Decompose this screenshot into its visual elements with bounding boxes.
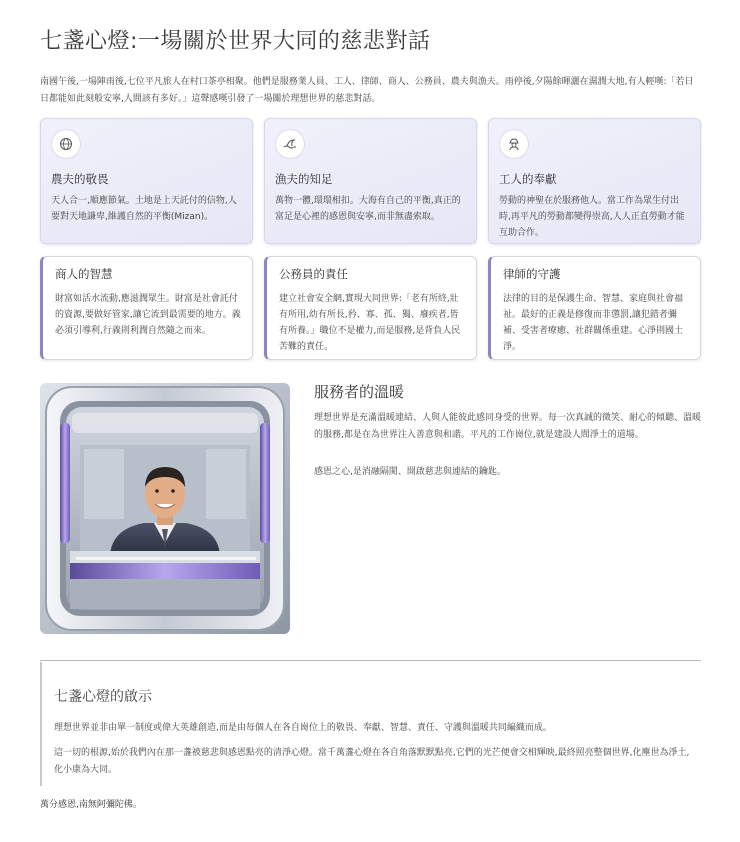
card-fisherman xyxy=(264,118,477,244)
card-merchant xyxy=(40,256,253,360)
closing-line: 萬分感恩,南無阿彌陀佛。 xyxy=(40,800,142,810)
card-text: 法律的目的是保護生命、智慧、家庭與社會福祉。最好的正義是修復而非懲罰,讓犯錯者彌補、受害者療癒、社群關係重建。心淨則國土淨。 xyxy=(503,294,684,352)
worker-icon xyxy=(499,129,529,159)
card-worker xyxy=(488,118,701,244)
wave-icon xyxy=(275,129,305,159)
section-divider xyxy=(40,660,701,661)
service-worker-illustration xyxy=(40,383,290,634)
card-title: 漁夫的知足 xyxy=(275,172,333,186)
card-title: 工人的奉獻 xyxy=(499,172,557,186)
card-title: 商人的智慧 xyxy=(55,267,113,281)
card-title: 公務員的責任 xyxy=(279,267,348,281)
service-paragraph: 理想世界是充滿溫暖連結、人與人能彼此感同身受的世界。每一次真誠的微笑、耐心的傾聽、溫暖的服務,都是在為世界注入善意與和諧。平凡的工作崗位,就是建設人間淨土的道場。 xyxy=(314,413,702,440)
card-text: 財富如活水流動,應滋潤眾生。財富是社會託付的資源,要做好管家,讓它流到最需要的地方。義必須引導利,行義則利潤自然隨之而來。 xyxy=(55,294,241,336)
revelation-title: 七盞心燈的啟示 xyxy=(54,689,152,705)
card-title: 律師的守護 xyxy=(503,267,561,281)
revelation-paragraph: 這一切的根源,始於我們內在那一盞被慈悲與感恩點亮的清淨心燈。當千萬盞心燈在各自角落默默點亮,它們的光芒便會交相輝映,最終照亮整個世界,化塵世為淨土,化小康為大同。 xyxy=(54,748,690,775)
globe-icon xyxy=(51,129,81,159)
card-text: 勞動的神聖在於服務他人。當工作為眾生付出時,再平凡的勞動都變得崇高,人人正直勞動才能互助合作。 xyxy=(499,196,685,238)
service-title: 服務者的溫暖 xyxy=(314,383,405,401)
revelation-paragraph: 理想世界並非由單一制度或偉大英雄創造,而是由每個人在各自崗位上的敬畏、奉獻、智慧、責任、守護與溫暖共同編織而成。 xyxy=(54,723,552,733)
card-text: 萬物一體,環環相扣。大海有自己的平衡,真正的富足是心裡的感恩與安寧,而非無盡索取。 xyxy=(275,196,461,222)
quote-bar xyxy=(40,662,42,786)
card-text: 天人合一,順應節氣。土地是上天託付的信物,人要對天地謙卑,維護自然的平衡(Mizan)。 xyxy=(51,196,237,222)
card-civil-servant xyxy=(264,256,477,360)
card-text: 建立社會安全網,實現大同世界:「老有所終,壯有所用,幼有所長,矜、寡、孤、獨、廢疾者,皆有所養。」職位不是權力,而是服務,是背負人民苦難的責任。 xyxy=(279,294,461,352)
intro-paragraph: 南國午後,一場陣雨後,七位平凡旅人在村口茶亭相聚。他們是服務業人員、工人、律師、商人、公務員、農夫與漁夫。雨停後,夕陽餘暉灑在濕潤大地,有人輕嘆:「若日日都能如此刻般安寧,人間該有多好。」這聲感嘆引發了一場關於理想世界的慈悲對話。 xyxy=(40,77,694,104)
page-title: 七盞心燈:一場關於世界大同的慈悲對話 xyxy=(40,29,431,54)
card-title: 農夫的敬畏 xyxy=(51,172,109,186)
service-paragraph: 感恩之心,是消融隔閡、開啟慈悲與連結的鑰匙。 xyxy=(314,467,506,477)
card-farmer xyxy=(40,118,253,244)
card-lawyer xyxy=(488,256,701,360)
